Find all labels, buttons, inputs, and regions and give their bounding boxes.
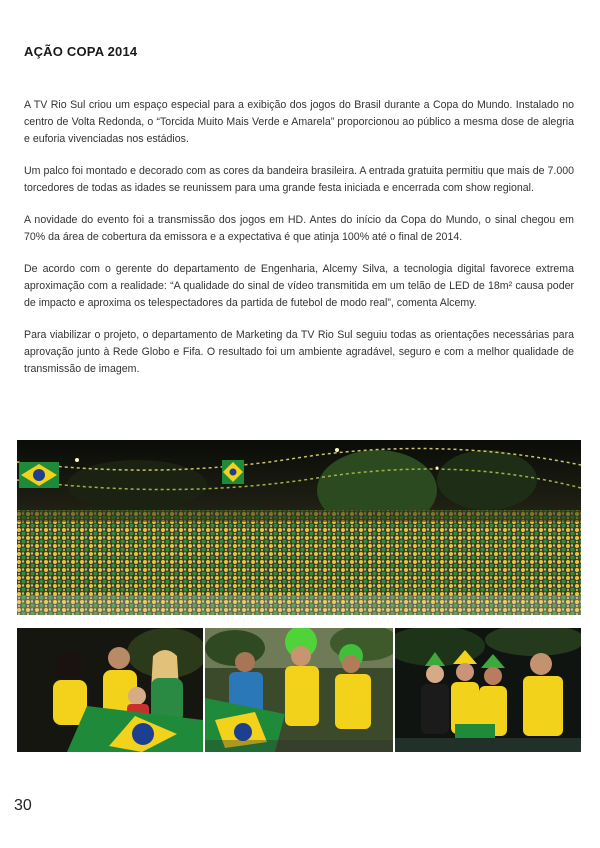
paragraph-3: A novidade do evento foi a transmissão dos jogos em HD. Antes do início da Copa do Mundo, o sinal chegou em 70% da área de cobertura da emissora e a expectativa é que atinja 100% até o final de 2014. — [24, 214, 574, 243]
paragraph-5: Para viabilizar o projeto, o departamento de Marketing da TV Rio Sul seguiu todas as orientações necessárias para aprovação junto à Rede Globo e Fifa. O resultado foi um ambiente agradável, seguro e com a melhor qualidade de transmissão de imagem. — [24, 329, 574, 375]
crowd-photo — [17, 440, 581, 615]
fans-wigs-photo — [205, 628, 393, 752]
group-fans-photo — [395, 628, 581, 752]
paragraph-1: A TV Rio Sul criou um espaço especial para a exibição dos jogos do Brasil durante a Copa do Mundo. Instalado no centro de Volta Redonda, o “Torcida Muito Mais Verde e Amarela” proporcionou ao público a mesma dose de alegria e euforia vivenciadas nos estádios. — [24, 99, 574, 145]
paragraph-2: Um palco foi montado e decorado com as cores da bandeira brasileira. A entrada gratuita permitiu que mais de 7.000 torcedores de todas as idades se reunissem para uma grande festa iniciada e encerrada com show regional. — [24, 165, 574, 194]
page-number: 30 — [14, 797, 32, 814]
page-title: AÇÃO COPA 2014 — [24, 44, 138, 59]
paragraph-4: De acordo com o gerente do departamento de Engenharia, Alcemy Silva, a tecnologia digital favorece extrema aproximação com a realidade: “A qualidade do sinal de vídeo transmitida em um telão de LED de 18m² causa poder de impacto e aproxima os telespectadores da partida de futebol de modo real”, comenta Alcemy. — [24, 263, 574, 309]
article-body — [24, 97, 574, 393]
family-flag-photo — [17, 628, 203, 752]
